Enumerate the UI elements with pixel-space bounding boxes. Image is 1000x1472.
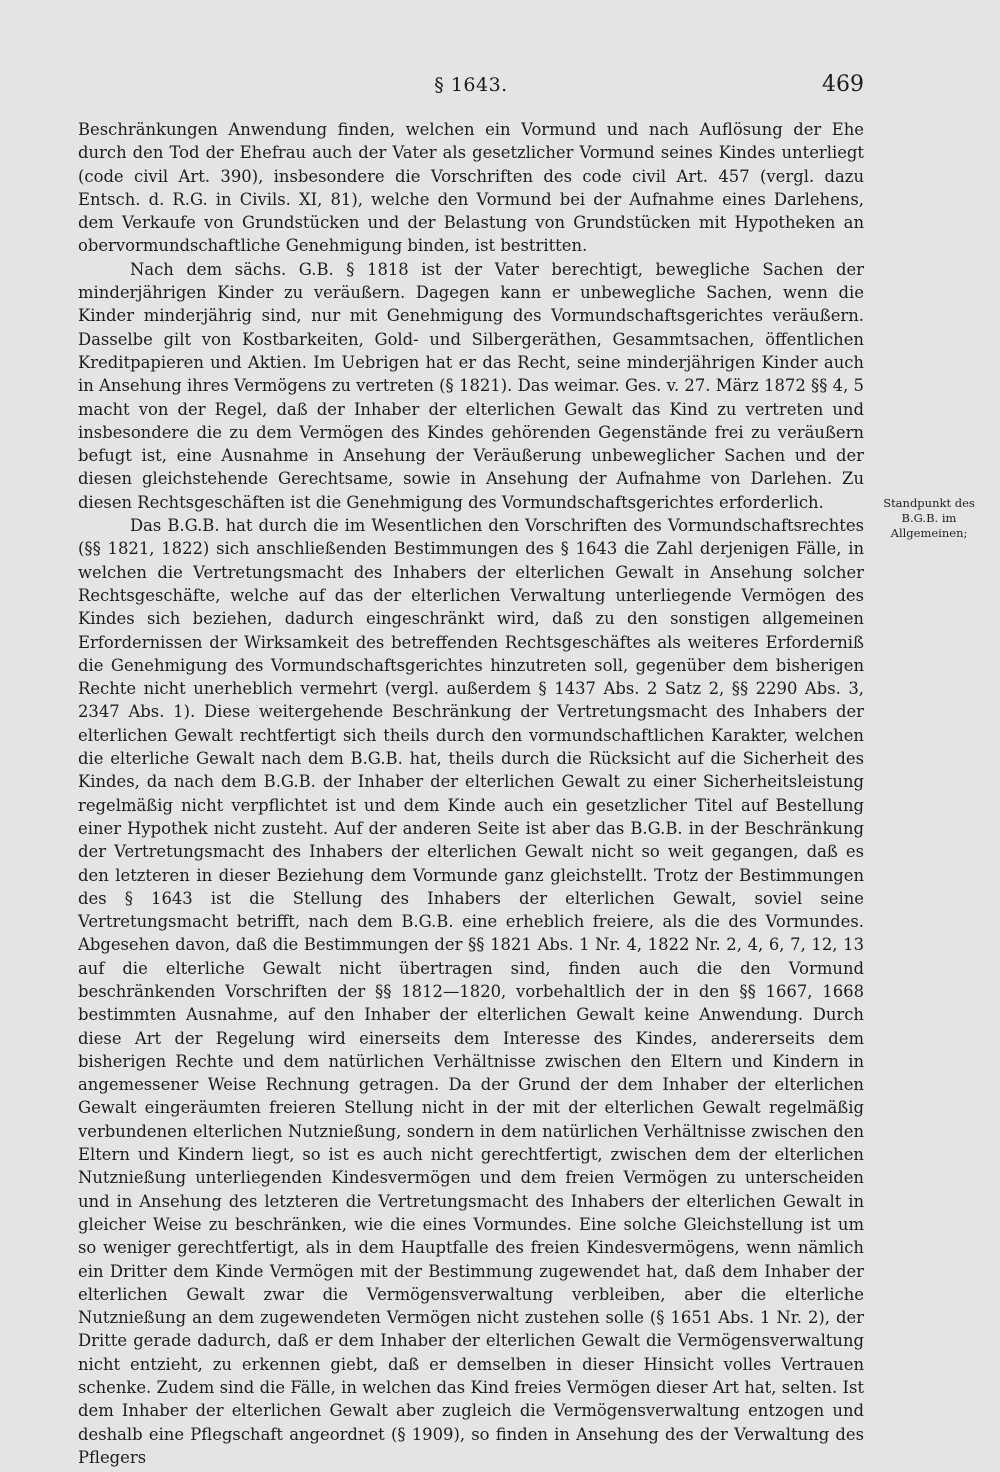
paragraph: Nach dem sächs. G.B. § 1818 ist der Vater berechtigt, bewegliche Sachen der minderjährigen Kinder zu veräußern. Dagegen kann er unbewegliche Sachen, wenn die Kinder minderjährig sind, nur mit Genehmigung des Vormundschaftsgerichtes veräußern. Dasselbe gilt von Kostbarkeiten, Gold- und Silbergeräthen, Gesammtsachen, öffentlichen Kreditpapieren und Aktien. Im Uebrigen hat er das Recht, seine minderjährigen Kinder auch in Ansehung ihres Vermögens zu vertreten (§ 1821). Das weimar. Ges. v. 27. März 1872 §§ 4, 5 macht von der Regel, daß der Inhaber der elterlichen Gewalt das Kind zu vertreten und insbesondere die zu dem Vermögen des Kindes gehörenden Gegenstände frei zu veräußern befugt ist, eine Ausnahme in Ansehung der Veräußerung unbeweglicher Sachen und der diesen gleichstehende Gerechtsame, sowie in Ansehung der Aufnahme von Darlehen. Zu diesen Rechtsgeschäften ist die Genehmigung des Vormundschaftsgerichtes erforderlich.: [78, 259, 864, 512]
paragraph-continued: Beschränkungen Anwendung finden, welchen ein Vormund und nach Auflösung der Ehe durch den Tod der Ehefrau auch der Vater als gesetzlicher Vormund seines Kindes unterliegt (code civil Art. 390), insbesondere die Vorschriften des code civil Art. 457 (vergl. dazu Entsch. d. R.G. in Civils. XI, 81), welche den Vormund bei der Aufnahme eines Darlehens, dem Verkaufe von Grundstücken und der Belastung von Grundstücken mit Hypotheken an obervormundschaftliche Genehmigung binden, ist bestritten.: [78, 120, 864, 256]
running-header: [78, 74, 864, 104]
page-number: 469: [822, 72, 864, 97]
section-heading: § 1643.: [434, 74, 508, 96]
paragraph: Das B.G.B. hat durch die im Wesentlichen den Vorschriften des Vormundschaftsrechtes (§§ 1821, 1822) sich anschließenden Bestimmungen des § 1643 die Zahl derjenigen Fälle, in welchen die Vertretungsmacht des Inhabers der elterlichen Gewalt in Ansehung solcher Rechtsgeschäfte, welche auf das der elterlichen Verwaltung unterliegende Vermögen des Kindes sich beziehen, dadurch eingeschränkt wird, daß zu den sonstigen allgemeinen Erfordernissen der Wirksamkeit des betreffenden Rechtsgeschäftes als weiteres Erforderniß die Genehmigung des Vormundschaftsgerichtes hinzutreten soll, gegenüber dem bisherigen Rechte nicht unerheblich vermehrt (vergl. außerdem § 1437 Abs. 2 Satz 2, §§ 2290 Abs. 3, 2347 Abs. 1). Diese weitergehende Beschränkung der Vertretungsmacht des Inhabers der elterlichen Gewalt rechtfertigt sich theils durch den vormundschaftlichen Karakter, welchen die elterliche Gewalt nach dem B.G.B. hat, theils durch die Rücksicht auf die Sicherheit des Kindes, da nach dem B.G.B. der Inhaber der elterlichen Gewalt zu einer Sicherheitsleistung regelmäßig nicht verpflichtet ist und dem Kinde auch ein gesetzlicher Titel auf Bestellung einer Hypothek nicht zusteht. Auf der anderen Seite ist aber das B.G.B. in der Beschränkung der Vertretungsmacht des Inhabers der elterlichen Gewalt nicht so weit gegangen, daß es den letzteren in dieser Beziehung dem Vormunde ganz gleichstellt. Trotz der Bestimmungen des § 1643 ist die Stellung des Inhabers der elterlichen Gewalt, soviel seine Vertretungsmacht betrifft, nach dem B.G.B. eine erheblich freiere, als die des Vormundes. Abgesehen davon, daß die Bestimmungen der §§ 1821 Abs. 1 Nr. 4, 1822 Nr. 2, 4, 6, 7, 12, 13 auf die elterliche Gewalt nicht übertragen sind, finden auch die den Vormund beschränkenden Vorschriften der §§ 1812—1820, vorbehaltlich der in den §§ 1667, 1668 bestimmten Ausnahme, auf den Inhaber der elterlichen Gewalt keine Anwendung. Durch diese Art der Regelung wird einerseits dem Interesse des Kindes, andererseits dem bisherigen Rechte und dem natürlichen Verhältnisse zwischen den Eltern und Kindern in angemessener Weise Rechnung getragen. Da der Grund der dem Inhaber der elterlichen Gewalt eingeräumten freieren Stellung nicht in der mit der elterlichen Gewalt regelmäßig verbundenen elterlichen Nutznießung, sondern in dem natürlichen Verhältnisse zwischen den Eltern und Kindern liegt, so ist es auch nicht gerechtfertigt, zwischen dem der elterlichen Nutznießung unterliegenden Kindesvermögen und dem freien Vermögen zu unterscheiden und in Ansehung des letzteren die Vertretungsmacht des Inhabers der elterlichen Gewalt in gleicher Weise zu beschränken, wie die eines Vormundes. Eine solche Gleichstellung ist um so weniger gerechtfertigt, als in dem Hauptfalle des freien Kindesvermögens, wenn nämlich ein Dritter dem Kinde Vermögen mit der Bestimmung zugewendet hat, daß dem Inhaber der elterlichen Gewalt zwar die Vermögensverwaltung verbleiben, aber die elterliche Nutznießung an dem zugewendeten Vermögen nicht zustehen solle (§ 1651 Abs. 1 Nr. 2), der Dritte gerade dadurch, daß er dem Inhaber der elterlichen Gewalt die Vermögensverwaltung nicht entzieht, zu erkennen giebt, daß er demselben in dieser Hinsicht volles Vertrauen schenke. Zudem sind die Fälle, in welchen das Kind freies Vermögen dieser Art hat, selten. Ist dem Inhaber der elterlichen Gewalt aber zugleich die Vermögensverwaltung entzogen und deshalb eine Pflegschaft angeordnet (§ 1909), so finden in Ansehung des der Verwaltung des Pflegers: [78, 516, 864, 1467]
margin-note: Standpunkt des B.G.B. im Allgemeinen;: [883, 496, 975, 540]
main-text: [78, 118, 864, 1469]
